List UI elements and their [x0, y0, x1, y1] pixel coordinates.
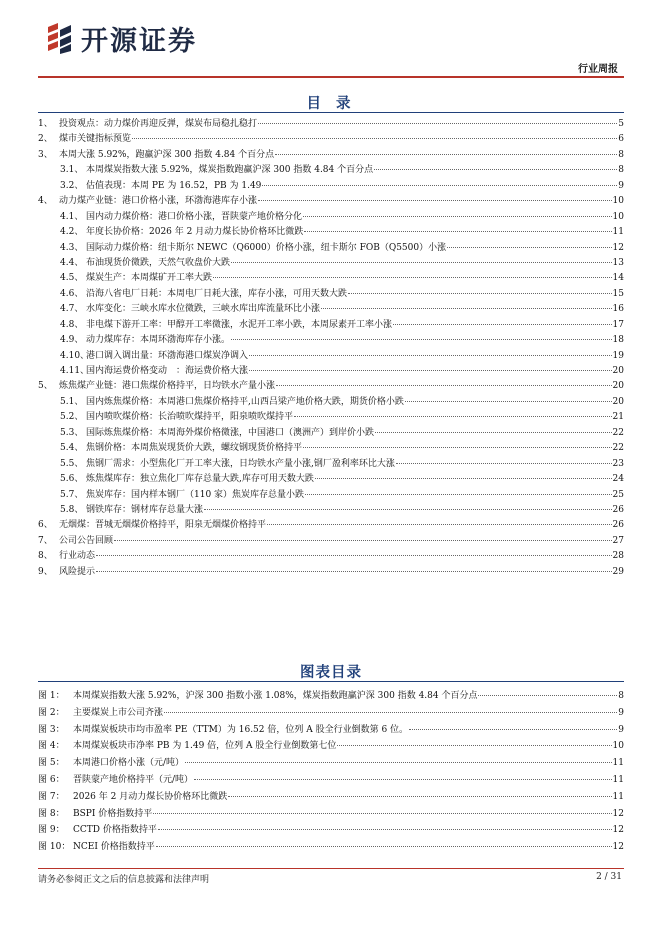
toc-entry[interactable] — [38, 132, 624, 147]
figure-entry-number: 图 8： — [38, 808, 65, 819]
figure-entry-title[interactable]: CCTD 价格指数持平 — [73, 825, 157, 836]
toc-dot-leader — [374, 169, 617, 170]
toc-entry-title[interactable]: 焦钢厂需求：小型焦化厂开工率大涨，日均铁水产量小涨,钢厂盈利率环比大涨 — [86, 458, 395, 469]
toc-dot-leader — [249, 370, 612, 371]
toc-dot-leader — [447, 247, 611, 248]
toc-entry-number: 3、 — [38, 149, 53, 160]
figure-entry-title[interactable]: 主要煤炭上市公司齐涨 — [73, 707, 164, 718]
figure-entry[interactable] — [38, 772, 624, 789]
toc-entry-number: 2、 — [38, 134, 53, 145]
toc-dot-leader — [396, 463, 612, 464]
toc-entry[interactable] — [38, 549, 624, 564]
toc-entry-page: 18 — [612, 335, 624, 346]
footer-disclaimer: 请务必参阅正文之后的信息披露和法律声明 — [38, 875, 210, 885]
figure-entry-title[interactable]: 本周港口价格小涨（元/吨） — [73, 758, 185, 769]
toc-entry[interactable] — [38, 194, 624, 209]
report-type-label: 行业周报 — [578, 64, 618, 75]
figure-dot-leader — [337, 745, 611, 746]
toc-entry-page: 20 — [612, 366, 624, 376]
toc-entry-page: 25 — [612, 489, 624, 500]
toc-entry-number: 4.2、 — [60, 227, 84, 238]
toc-dot-leader — [204, 509, 612, 510]
figure-dot-leader — [478, 695, 617, 696]
toc-entry-title[interactable]: 年度长协价格：2026 年 2 月动力煤长协价格环比微跌 — [86, 227, 304, 238]
figure-dot-leader — [153, 813, 611, 814]
toc-entry[interactable] — [38, 395, 624, 410]
toc-entry-title[interactable]: 动力煤库存：本周环渤海库存小涨。 — [86, 335, 231, 346]
toc-dot-leader — [348, 293, 612, 294]
toc-entry-title[interactable]: 风险提示 — [59, 566, 96, 577]
toc-dot-leader — [96, 571, 612, 572]
toc-entry-page: 26 — [612, 504, 624, 515]
toc-entry-number: 5.4、 — [60, 443, 84, 454]
toc-entry-title[interactable]: 水库变化：三峡水库水位微跌，三峡水库出库流量环比小涨 — [86, 304, 321, 315]
toc-entry-number: 4.4、 — [60, 257, 84, 268]
toc-entry-title[interactable]: 无烟煤：晋城无烟煤价格持平，阳泉无烟煤价格持平 — [59, 520, 267, 531]
toc-entry-number: 5.5、 — [60, 458, 84, 469]
figure-dot-leader — [156, 846, 612, 847]
toc-entry[interactable] — [38, 256, 624, 271]
toc-entry-page: 14 — [612, 273, 624, 284]
figure-entry-page: 8 — [618, 691, 624, 701]
figure-entry[interactable] — [38, 738, 624, 755]
figure-entry[interactable] — [38, 822, 624, 839]
toc-dot-leader — [294, 416, 612, 417]
toc-entry-title[interactable]: 布油现货价微跌，天然气收盘价大跌 — [86, 257, 231, 268]
toc-entry[interactable] — [38, 179, 624, 194]
figure-entry-title[interactable]: 本周煤炭指数大涨 5.92%，沪深 300 指数小涨 1.08%，煤炭指数跑赢沪深 300 指数 4.84 个百分点 — [73, 691, 478, 701]
figure-entry-page: 11 — [612, 758, 624, 769]
figure-dot-leader — [185, 762, 612, 763]
toc-entry[interactable] — [38, 302, 624, 317]
toc-dot-leader — [249, 355, 612, 356]
toc-entry-title[interactable]: 港口调入调出量：环渤海港口煤炭净调入 — [86, 350, 249, 361]
toc-entry-title[interactable]: 公司公告回顾 — [59, 535, 114, 546]
toc-entry-title[interactable]: 沿海八省电厂日耗：本周电厂日耗大涨，库存小涨，可用天数大跌 — [86, 288, 348, 299]
figure-entry-number: 图 7： — [38, 791, 65, 802]
toc-entry-page: 9 — [618, 180, 624, 191]
toc-entry-title[interactable]: 煤市关键指标预览 — [59, 134, 132, 145]
figure-entry-number: 图 1： — [38, 691, 65, 701]
toc-entry-title[interactable]: 国际炼焦煤价格：本周海外煤价格微涨，中国港口（澳洲产）到岸价小跌 — [86, 427, 375, 438]
toc-entry[interactable] — [38, 472, 624, 487]
toc-entry[interactable] — [38, 148, 624, 163]
toc-entry-page: 13 — [612, 257, 624, 268]
toc-entry-title[interactable]: 国内炼焦煤价格：本周港口焦煤价格持平,山西吕梁产地价格大跌，期货价格小跌 — [86, 396, 404, 407]
figure-entry-page: 12 — [612, 825, 624, 836]
lof-title: 图表目录 — [300, 665, 362, 681]
toc-entry-page: 20 — [612, 396, 624, 407]
figure-entry[interactable] — [38, 789, 624, 806]
toc-entry[interactable] — [38, 410, 624, 425]
toc-entry-number: 4.8、 — [60, 319, 84, 330]
toc-dot-leader — [405, 401, 612, 402]
toc-entry-number: 4、 — [38, 196, 53, 207]
figure-entry[interactable] — [38, 722, 624, 739]
toc-dot-leader — [276, 385, 612, 386]
toc-entry-number: 4.7、 — [60, 304, 84, 315]
figure-entry-number: 图 6： — [38, 774, 65, 785]
toc-entry[interactable] — [38, 287, 624, 302]
toc-dot-leader — [321, 308, 612, 309]
lof-title-divider — [38, 681, 624, 682]
figure-entry-page: 11 — [612, 791, 624, 802]
toc-entry[interactable] — [38, 379, 624, 394]
toc-dot-leader — [303, 447, 612, 448]
toc-dot-leader — [96, 555, 612, 556]
toc-entry-page: 22 — [612, 427, 624, 438]
figure-entry[interactable] — [38, 688, 624, 705]
toc-entry[interactable] — [38, 503, 624, 518]
toc-entry-page: 16 — [612, 304, 624, 315]
figure-entry-title[interactable]: 晋陕蒙产地价格持平（元/吨） — [73, 774, 194, 785]
toc-entry-title[interactable]: 国内喷吹煤价格：长治喷吹煤持平，阳泉喷吹煤持平 — [86, 412, 294, 423]
toc-entry-number: 7、 — [38, 535, 53, 546]
toc-dot-leader — [262, 185, 617, 186]
toc-entry-number: 5.1、 — [60, 396, 84, 407]
toc-entry-page: 8 — [618, 149, 624, 160]
toc-entry-number: 4.10、 — [60, 350, 90, 361]
figure-entry-number: 图 9： — [38, 825, 65, 836]
toc-entry[interactable] — [38, 318, 624, 333]
toc-entry-title[interactable]: 焦炭库存：国内样本钢厂（110 家）焦炭库存总量小跌 — [86, 489, 305, 500]
toc-entry-number: 4.5、 — [60, 273, 84, 284]
toc-dot-leader — [375, 432, 612, 433]
toc-entry-title[interactable]: 国内动力煤价格：港口价格小涨，晋陕蒙产地价格分化 — [86, 211, 303, 222]
toc-dot-leader — [231, 339, 612, 340]
toc-entry-page: 21 — [612, 412, 624, 423]
toc-entry-number: 4.11、 — [60, 366, 90, 376]
figure-entry-title[interactable]: BSPI 价格指数持平 — [73, 808, 153, 819]
company-logo — [45, 18, 197, 58]
toc-entry[interactable] — [38, 565, 624, 580]
toc-entry-page: 29 — [612, 566, 624, 577]
toc-entry-number: 5.2、 — [60, 412, 84, 423]
toc-entry[interactable] — [38, 117, 624, 132]
page-number: 2 / 31 — [596, 872, 622, 882]
toc-dot-leader — [305, 494, 612, 495]
toc-entry-title[interactable]: 煤炭生产：本周煤矿开工率大跌 — [86, 273, 213, 284]
toc-dot-leader — [258, 123, 617, 124]
toc-entry[interactable] — [38, 457, 624, 472]
toc-entry-title[interactable]: 本周大涨 5.92%，跑赢沪深 300 指数 4.84 个百分点 — [59, 149, 275, 160]
toc-entry[interactable] — [38, 271, 624, 286]
toc-dot-leader — [304, 231, 611, 232]
figure-entry-number: 图 3： — [38, 724, 65, 735]
toc-entry-number: 3.1、 — [60, 165, 84, 176]
figure-entry[interactable] — [38, 705, 624, 722]
toc-entry-title[interactable]: 国内海运费价格变动 ：海运费价格大涨 — [86, 366, 249, 376]
toc-entry-page: 12 — [612, 242, 624, 253]
toc-entry-title[interactable]: 焦钢价格：本周焦炭现货价大跌，螺纹钢现货价格持平 — [86, 443, 303, 454]
toc-entry-page: 26 — [612, 520, 624, 531]
toc-entry-page: 20 — [612, 381, 624, 392]
toc-entry-title[interactable]: 动力煤产业链：港口价格小涨，环渤海港库存小涨 — [59, 196, 258, 207]
figure-entry-page: 9 — [618, 707, 624, 718]
toc-dot-leader — [315, 478, 612, 479]
figure-entry-number: 图 2： — [38, 707, 65, 718]
toc-entry-page: 15 — [612, 288, 624, 299]
toc-entry[interactable] — [38, 210, 624, 225]
toc-entry-number: 5.6、 — [60, 474, 84, 485]
figure-entry-title[interactable]: 本周煤炭板块市净率 PB 为 1.49 倍，位列 A 股全行业倒数第七位 — [73, 741, 337, 752]
figure-entry[interactable] — [38, 806, 624, 823]
figure-entry-title[interactable]: NCEI 价格指数持平 — [73, 842, 155, 853]
toc-entry-title[interactable]: 本周煤炭指数大涨 5.92%，煤炭指数跑赢沪深 300 指数 4.84 个百分点 — [86, 165, 374, 176]
toc-entry-page: 6 — [618, 134, 624, 145]
figure-dot-leader — [158, 829, 612, 830]
toc-entry-title[interactable]: 炼焦煤产业链：港口焦煤价格持平，日均铁水产量小涨 — [59, 381, 276, 392]
figure-entry-number: 图 10： — [38, 842, 71, 853]
figure-entry-page: 10 — [612, 741, 624, 752]
toc-entry-page: 10 — [612, 196, 624, 207]
toc-entry[interactable] — [38, 518, 624, 533]
toc-entry-number: 8、 — [38, 551, 53, 562]
figure-entry-page: 12 — [612, 842, 624, 853]
toc-entry-page: 22 — [612, 443, 624, 454]
toc-entry-title[interactable]: 非电煤下游开工率：甲醇开工率微涨，水泥开工率小跌，本周尿素开工率小涨 — [86, 319, 393, 330]
toc-entry-number: 5.8、 — [60, 504, 84, 515]
toc-dot-leader — [393, 324, 612, 325]
toc-title-divider — [38, 112, 624, 113]
figure-dot-leader — [228, 796, 611, 797]
toc-entry-title[interactable]: 估值表现：本周 PE 为 16.52，PB 为 1.49 — [86, 180, 262, 191]
figure-dot-leader — [409, 729, 617, 730]
toc-entry-number: 1、 — [38, 119, 53, 129]
toc-title: 目 录 — [306, 96, 356, 112]
figure-dot-leader — [164, 712, 617, 713]
toc-entry-page: 23 — [612, 458, 624, 469]
toc-entry-number: 6、 — [38, 520, 53, 531]
toc-entry[interactable] — [38, 333, 624, 348]
toc-entry-number: 4.9、 — [60, 335, 84, 346]
toc-dot-leader — [275, 154, 617, 155]
toc-entry-number: 3.2、 — [60, 180, 84, 191]
logo-mark-icon — [45, 21, 75, 55]
toc-entry-page: 8 — [618, 165, 624, 176]
toc-entry[interactable] — [38, 488, 624, 503]
toc-entry-number: 4.6、 — [60, 288, 84, 299]
figure-dot-leader — [194, 779, 612, 780]
header-divider — [38, 76, 624, 78]
figure-list — [38, 688, 624, 856]
figure-entry-page: 12 — [612, 808, 624, 819]
toc-dot-leader — [114, 540, 612, 541]
toc-entry-number: 5.3、 — [60, 427, 84, 438]
toc-entry-number: 9、 — [38, 566, 53, 577]
company-name: 开源证券 — [81, 25, 197, 57]
toc-entry-number: 5.7、 — [60, 489, 84, 500]
toc-dot-leader — [231, 262, 612, 263]
toc-entry-title[interactable]: 国际动力煤价格：纽卡斯尔 NEWC（Q6000）价格小涨，纽卡斯尔 FOB（Q5500）小涨 — [86, 242, 447, 253]
toc-entry-number: 4.1、 — [60, 211, 84, 222]
toc-entry[interactable] — [38, 163, 624, 178]
toc-entry[interactable] — [38, 441, 624, 456]
toc-dot-leader — [303, 216, 612, 217]
toc-entry-page: 27 — [612, 535, 624, 546]
toc-entry-title[interactable]: 行业动态 — [59, 551, 96, 562]
toc-entry-page: 17 — [612, 319, 624, 330]
toc-entry[interactable] — [38, 534, 624, 549]
toc-entry-page: 11 — [612, 227, 624, 238]
toc-entry-page: 19 — [612, 350, 624, 361]
toc-entry-title[interactable]: 钢铁库存：钢材库存总量大涨 — [86, 504, 204, 515]
toc-dot-leader — [213, 277, 612, 278]
toc-entry[interactable] — [38, 426, 624, 441]
toc-list — [38, 117, 624, 580]
toc-entry[interactable] — [38, 241, 624, 256]
toc-entry-page: 24 — [612, 474, 624, 485]
toc-entry-title[interactable]: 炼焦煤库存：独立焦化厂库存总量大跌,库存可用天数大跌 — [86, 474, 314, 485]
toc-entry[interactable] — [38, 364, 624, 379]
figure-entry-title[interactable]: 本周煤炭板块市均市盈率 PE（TTM）为 16.52 倍，位列 A 股全行业倒数第 6 位。 — [73, 724, 409, 735]
figure-entry-number: 图 4： — [38, 741, 65, 752]
figure-entry-title[interactable]: 2026 年 2 月动力煤长协价格环比微跌 — [73, 791, 228, 802]
toc-dot-leader — [258, 200, 612, 201]
toc-entry-page: 5 — [618, 119, 624, 129]
toc-entry-number: 4.3、 — [60, 242, 84, 253]
toc-entry-title[interactable]: 投资观点：动力煤价再迎反弹，煤炭布局稳扎稳打 — [59, 119, 258, 129]
toc-dot-leader — [267, 524, 612, 525]
figure-entry-page: 9 — [618, 724, 624, 735]
figure-entry[interactable] — [38, 839, 624, 856]
figure-entry[interactable] — [38, 755, 624, 772]
toc-dot-leader — [132, 138, 617, 139]
footer-divider — [38, 868, 624, 869]
toc-entry-page: 10 — [612, 211, 624, 222]
figure-entry-page: 11 — [612, 774, 624, 785]
toc-entry-number: 5、 — [38, 381, 53, 392]
toc-entry[interactable] — [38, 225, 624, 240]
toc-entry-page: 28 — [612, 551, 624, 562]
figure-entry-number: 图 5： — [38, 758, 65, 769]
toc-entry[interactable] — [38, 349, 624, 364]
